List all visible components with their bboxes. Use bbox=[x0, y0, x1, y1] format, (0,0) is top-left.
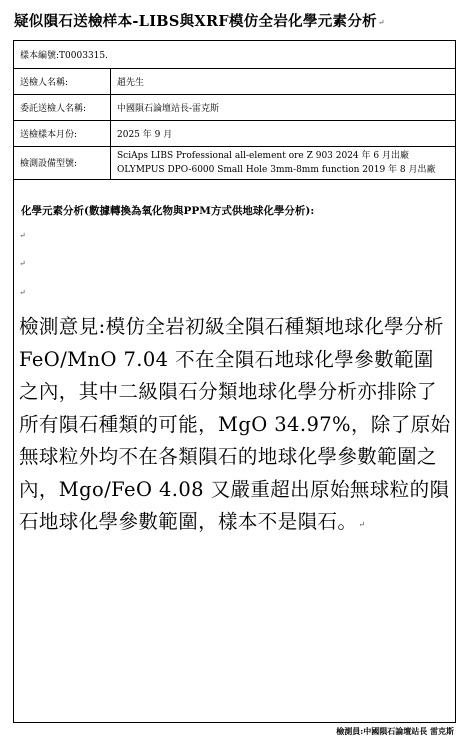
paragraph-mark-icon: ↵ bbox=[19, 231, 26, 240]
sample-number-label: 樣本編號:T0003315. bbox=[20, 50, 108, 61]
table-row bbox=[14, 120, 455, 146]
submission-month-value: 2025 年 9 月 bbox=[111, 120, 456, 146]
table-row bbox=[14, 41, 455, 68]
inspection-opinion bbox=[19, 311, 451, 542]
equipment-label: 檢測設備型號: bbox=[14, 146, 111, 179]
document-title-text: 疑似隕石送檢样本-LIBS與XRF模仿全岩化學元素分析 bbox=[14, 13, 377, 30]
table-row bbox=[14, 68, 455, 94]
submission-month-label: 送檢樣本月份: bbox=[14, 120, 111, 146]
document-title bbox=[14, 10, 458, 31]
client-value: 中國隕石論壇站長-雷克斯 bbox=[111, 94, 456, 120]
paragraph-mark-icon: ↵ bbox=[19, 288, 26, 297]
submitter-value: 趙先生 bbox=[111, 68, 456, 94]
report-sheet bbox=[13, 40, 456, 723]
sample-info-table bbox=[14, 41, 455, 180]
paragraph-mark-icon: ↵ bbox=[377, 18, 385, 27]
inspection-opinion-text: 檢測意見:模仿全岩初級全隕石種類地球化學分析 FeO/MnO 7.04 不在全隕石地球化學參數範圍之內，其中二級隕石分類地球化學分析亦排除了所有隕石種類的可能，MgO 34.97%，除了原始無球粒外均不在各類隕石的地球化學參數範圍之內，Mgo/FeO 4.08 又嚴重超出原始無球粒的隕石地球化學參數範圍，樣本不是隕石。 bbox=[19, 315, 451, 533]
analysis-heading: 化學元素分析(數據轉換為氧化物與PPM方式供地球化學分析): bbox=[21, 205, 315, 217]
equipment-line-libs: SciAps LIBS Professional all-element ore Z 903 2024 年 6 月出廠 bbox=[117, 150, 409, 161]
table-row bbox=[14, 146, 455, 179]
equipment-value bbox=[111, 146, 456, 179]
table-row bbox=[14, 94, 455, 120]
inspector-signature: 檢測員:中國隕石論壇站長 雷克斯 bbox=[336, 726, 454, 736]
submitter-label: 送檢人名稱: bbox=[14, 68, 111, 94]
equipment-line-xrf: OLYMPUS DPO-6000 Small Hole 3mm-8mm function 2019 年 8 月出廠 bbox=[117, 164, 436, 175]
client-label: 委託送檢人名稱: bbox=[14, 94, 111, 120]
paragraph-mark-icon: ↵ bbox=[19, 259, 26, 268]
sample-number-cell bbox=[14, 41, 455, 68]
paragraph-mark-icon: ↵ bbox=[358, 520, 366, 529]
